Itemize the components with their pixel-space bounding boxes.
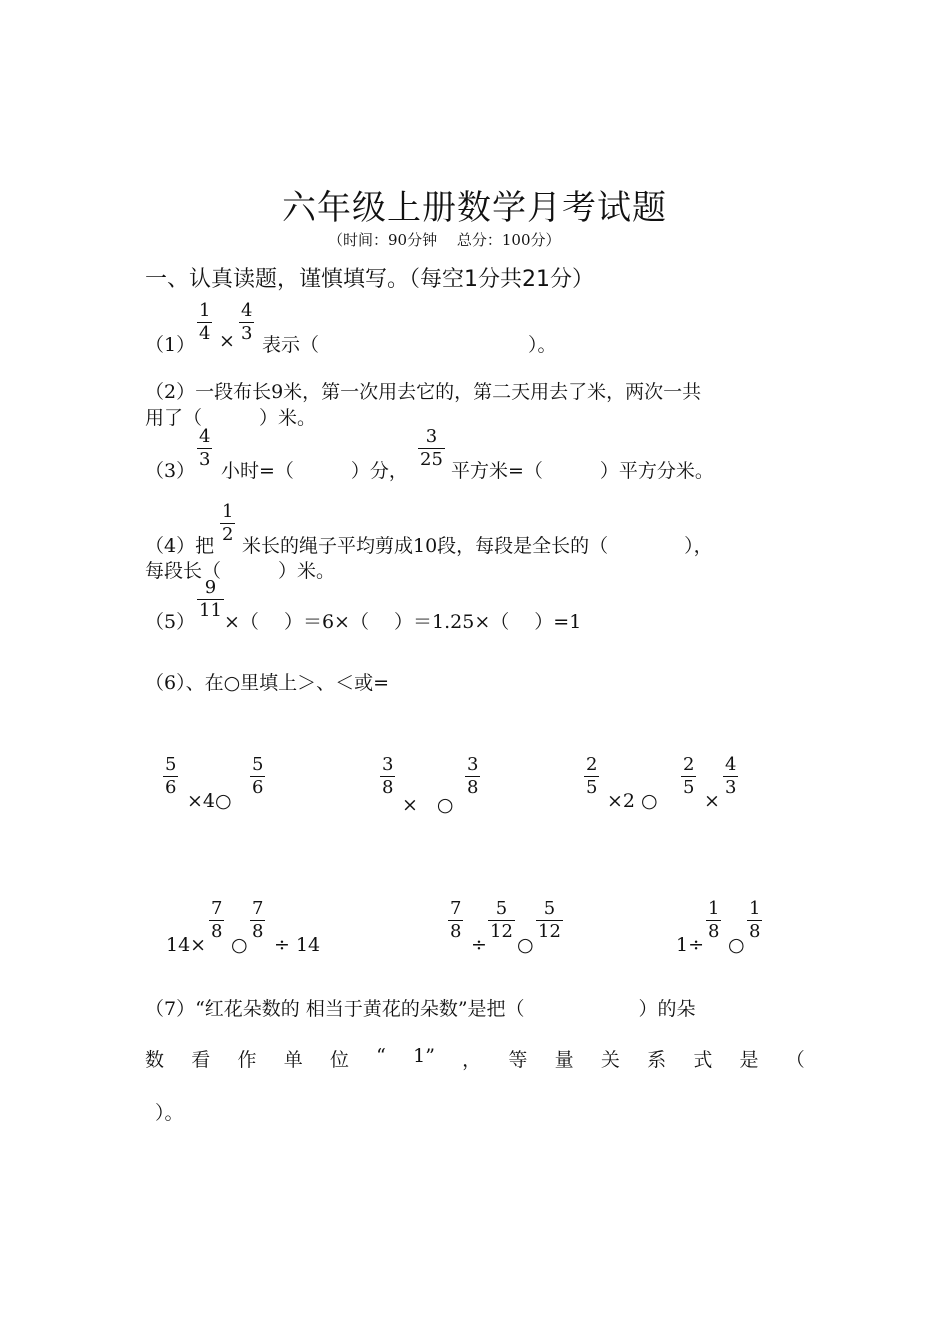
q6-r1-i2-f2-num: 3 <box>467 754 479 775</box>
q7-char: 量 <box>554 1049 574 1071</box>
q6-r1-i1-f2-num: 5 <box>252 754 264 775</box>
q6-r1-i3-fraction-1 <box>584 754 599 799</box>
q6-r2-i2-f3-den: 12 <box>538 921 561 942</box>
q6-r2-i3-fraction-1 <box>706 898 721 943</box>
q1-f1-den: 4 <box>199 323 211 344</box>
q4-f1-num: 1 <box>222 501 234 522</box>
q6-r2-i2-f1-den: 8 <box>450 921 462 942</box>
q6-r1-i3-op2: × <box>704 790 720 812</box>
q6-r2-i3-f1-den: 8 <box>708 921 720 942</box>
q7-char: 位 <box>329 1049 349 1071</box>
q6-r1-i3-fraction-3 <box>723 754 738 799</box>
q3-fraction-1 <box>197 426 212 471</box>
q6-r2-i1-post: ÷ 14 <box>274 934 321 956</box>
q1-f2-num: 4 <box>241 300 253 321</box>
q1-fraction-1 <box>197 300 212 345</box>
q3-prefix: （3） <box>145 460 196 482</box>
q5-suffix: ×（ ）＝6×（ ）＝1.25×（ ）=1 <box>224 611 582 633</box>
q3-fraction-2 <box>418 426 445 471</box>
q6-r2-i1-pre: 14× <box>166 934 207 956</box>
page-subtitle: （时间：90分钟 总分：100分） <box>328 231 561 249</box>
q6-r1-i2-op: × ○ <box>402 794 454 816</box>
q6-r2-i2-f2-num: 5 <box>495 898 508 919</box>
q6-r2-i2-f2-den: 12 <box>490 921 513 942</box>
q7-char: 看 <box>191 1049 211 1071</box>
q4-prefix: （4）把 <box>145 535 215 557</box>
q2-line-2: 用了（ ）米。 <box>145 407 317 429</box>
q6-r1-i3-f2-den: 5 <box>683 777 695 798</box>
q6-r1-i1-f1-den: 6 <box>165 777 177 798</box>
q6-r2-i1-f1-num: 7 <box>211 898 223 919</box>
q6-r1-i1-f2-den: 6 <box>252 777 264 798</box>
q6-r2-i3-f2-num: 1 <box>749 898 761 919</box>
q6-r2-i3-f2-den: 8 <box>749 921 761 942</box>
q5-f1-num: 9 <box>204 577 217 598</box>
q6-r1-i3-op: ×2 ○ <box>607 790 658 812</box>
q1-f2-den: 3 <box>241 323 253 344</box>
q2-line-1: （2）一段布长9米，第一次用去它的，第二天用去了米，两次一共 <box>145 381 702 403</box>
q7-char: 式 <box>693 1049 713 1071</box>
q6-r2-i3-op: ○ <box>728 934 745 956</box>
q1-prefix: （1） <box>145 334 196 356</box>
q7-char: （ <box>785 1049 805 1071</box>
q6-r1-i1-f1-num: 5 <box>165 754 177 775</box>
q6-r2-i1-f1-den: 8 <box>211 921 223 942</box>
q6-r1-i3-f2-num: 2 <box>683 754 695 775</box>
q6-r1-i2-f1-num: 3 <box>382 754 394 775</box>
q6-r1-i3-f1-den: 5 <box>586 777 598 798</box>
q6-r1-i3-f3-num: 4 <box>725 754 737 775</box>
q6-r2-i3-fraction-2 <box>747 898 762 943</box>
q3-middle: 小时=（ ）分， <box>221 460 408 482</box>
page-title: 六年级上册数学月考试题 <box>282 188 667 228</box>
q7-char: 作 <box>237 1049 257 1071</box>
q3-f2-num: 3 <box>425 426 438 447</box>
q6-r2-i2-fraction-1 <box>448 898 463 943</box>
q6-r2-i2-f1-num: 7 <box>450 898 462 919</box>
q6-r1-i2-fraction-2 <box>465 754 480 799</box>
q1-fraction-2 <box>239 300 254 345</box>
q6-r2-i2-op: ÷ <box>471 934 487 956</box>
q5-f1-den: 11 <box>199 600 222 621</box>
q1-f1-num: 1 <box>199 300 211 321</box>
q6-r2-i1-f2-num: 7 <box>252 898 264 919</box>
q6-r2-i1-f2-den: 8 <box>252 921 264 942</box>
q4-f1-den: 2 <box>222 524 234 545</box>
q7-char: 等 <box>508 1049 528 1071</box>
q6-r2-i1-op: ○ <box>231 934 248 956</box>
q7-line-1: （7）“红花朵数的 相当于黄花的朵数”是把（ ）的朵 <box>145 998 696 1020</box>
q6-r1-i2-fraction-1 <box>380 754 395 799</box>
q1-suffix: 表示（ ）。 <box>262 334 557 356</box>
q7-char: 数 <box>145 1049 165 1071</box>
q6-r1-i2-f2-den: 8 <box>467 777 479 798</box>
q6-r1-i1-fraction-1 <box>163 754 178 799</box>
q7-char: 是 <box>739 1049 759 1071</box>
q6-r1-i3-f3-den: 3 <box>725 777 737 798</box>
q5-prefix: （5） <box>145 611 196 633</box>
q5-fraction <box>197 577 224 622</box>
q6-r1-i3-f1-num: 2 <box>586 754 598 775</box>
q6-r2-i3-pre: 1÷ <box>676 934 705 956</box>
q7-char: 关 <box>600 1049 620 1071</box>
q6-r2-i1-fraction-1 <box>209 898 224 943</box>
q3-f1-den: 3 <box>199 449 211 470</box>
q6-instruction: （6）、在○里填上＞、＜或= <box>145 672 390 694</box>
q7-line-3: ）。 <box>155 1102 184 1124</box>
q7-char: 单 <box>283 1049 303 1071</box>
section-heading: 一、认真读题，谨慎填写。（每空1分共21分） <box>145 267 594 292</box>
q6-r2-i2-fraction-2 <box>488 898 515 943</box>
q6-r1-i1-fraction-2 <box>250 754 265 799</box>
q6-r2-i2-fraction-3 <box>536 898 563 943</box>
q7-char: ， <box>462 1049 482 1071</box>
q7-char: “ <box>376 1045 386 1067</box>
q3-f1-num: 4 <box>199 426 211 447</box>
q6-r2-i2-op2: ○ <box>517 934 534 956</box>
q4-fraction <box>220 501 235 546</box>
q4-line-1: 米长的绳子平均剪成10段，每段是全长的（ ）， <box>242 535 713 557</box>
q6-r2-i3-f1-num: 1 <box>708 898 720 919</box>
q3-f2-den: 25 <box>420 449 443 470</box>
q6-r2-i1-fraction-2 <box>250 898 265 943</box>
q6-r1-i2-f1-den: 8 <box>382 777 394 798</box>
q6-r1-i1-op: ×4○ <box>187 790 232 812</box>
q6-r2-i2-f3-num: 5 <box>543 898 556 919</box>
q4-line-2: 每段长（ ）米。 <box>145 560 336 582</box>
q7-line-2 <box>145 1045 805 1072</box>
q1-operator: × <box>219 330 235 352</box>
q6-r1-i3-fraction-2 <box>681 754 696 799</box>
q3-suffix: 平方米=（ ）平方分米。 <box>451 460 714 482</box>
q7-char: 系 <box>647 1049 667 1071</box>
q7-char: 1” <box>413 1045 435 1067</box>
